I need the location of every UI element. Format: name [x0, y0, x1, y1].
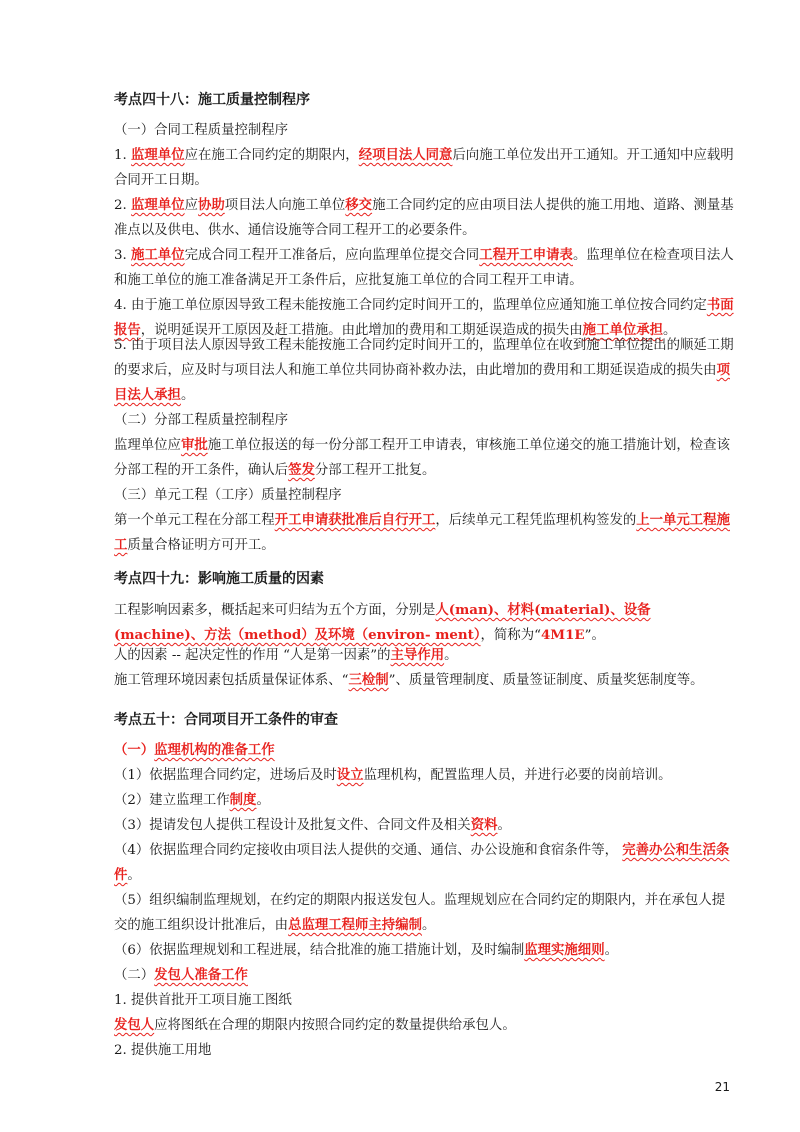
list-item-50-6: （6）依据监理规划和工程进展，结合批准的施工措施计划，及时编制监理实施细则。 [114, 942, 618, 958]
list-item-50-3: （3）提请发包人提供工程设计及批复文件、合同文件及相关资料。 [114, 817, 511, 833]
paragraph-48-7: 第一个单元工程在分部工程开工申请获批准后自行开工，后续单元工程凭监理机构签发的上一单元工程施工质量合格证明方可开工。 [114, 512, 730, 553]
paragraph-49-2: 人的因素 -- 起决定性的作用 “人是第一因素”的主导作用。 [114, 647, 458, 663]
paragraph-49-3: 施工管理环境因素包括质量保证体系、“三检制”、质量管理制度、质量签证制度、质量奖惩制度等。 [114, 672, 704, 688]
list-item-50-1: （1）依据监理合同约定，进场后及时设立监理机构，配置监理人员，并进行必要的岗前培训。 [114, 767, 672, 783]
section-49-title: 考点四十九：影响施工质量的因素 [114, 571, 324, 587]
list-item-50-4: （4）依据监理合同约定接收由项目法人提供的交通、通信、办公设施和食宿条件等， 完善办公和生活条件。 [114, 842, 730, 883]
section-48-sub3: （三）单元工程（工序）质量控制程序 [114, 488, 342, 503]
list-item-50-9: 2. 提供施工用地 [114, 1043, 212, 1058]
section-50-sub1: （一）监理机构的准备工作 [114, 742, 275, 758]
paragraph-48-1: 1. 监理单位应在施工合同约定的期限内，经项目法人同意后向施工单位发出开工通知。开工通知中应载明合同开工日期。 [114, 147, 734, 188]
paragraph-48-2: 2. 监理单位应协助项目法人向施工单位移交施工合同约定的应由项目法人提供的施工用地、道路、测量基准点以及供电、供水、通信设施等合同工程开工的必要条件。 [114, 197, 734, 238]
list-item-50-7: 1. 提供首批开工项目施工图纸 [114, 993, 292, 1008]
list-item-50-5: （5）组织编制监理规划，在约定的期限内报送发包人。监理规划应在合同约定的期限内，并在承包人提交的施工组织设计批准后，由总监理工程师主持编制。 [114, 893, 726, 933]
paragraph-48-4: 4. 由于施工单位原因导致工程未能按施工合同约定时间开工的，监理单位应通知施工单位按合同约定书面报告，说明延误开工原因及赶工措施。由此增加的费用和工期延误造成的损失由施工单位承担。 [114, 297, 734, 338]
paragraph-48-6: 监理单位应审批施工单位报送的每一份分部工程开工申请表，审核施工单位递交的施工措施计划，检查该分部工程的开工条件，确认后签发分部工程开工批复。 [114, 437, 730, 478]
list-item-50-8: 发包人应将图纸在合理的期限内按照合同约定的数量提供给承包人。 [114, 1017, 516, 1033]
section-50-sub2: （二）发包人准备工作 [114, 967, 248, 983]
section-48-sub1: （一）合同工程质量控制程序 [114, 123, 289, 138]
page-number: 21 [714, 1080, 730, 1094]
paragraph-49-1: 工程影响因素多，概括起来可归结为五个方面，分别是人(man)、材料(material)、设备(machine)、方法（method）及环境（environ- ment），简称为“4M1E”。 [114, 602, 651, 643]
paragraph-48-3: 3. 施工单位完成合同工程开工准备后，应向监理单位提交合同工程开工申请表。监理单位在检查项目法人和施工单位的施工准备满足开工条件后，应批复施工单位的合同工程开工申请。 [114, 247, 734, 288]
section-48-sub2: （二）分部工程质量控制程序 [114, 413, 289, 428]
section-48-title: 考点四十八：施工质量控制程序 [114, 92, 310, 108]
paragraph-48-5: 5. 由于项目法人原因导致工程未能按施工合同约定时间开工的，监理单位在收到施工单位提出的顺延工期的要求后，应及时与项目法人和施工单位共同协商补救办法，由此增加的费用和工期延误造成的损失由项目法人承担。 [114, 338, 734, 403]
section-50-title: 考点五十：合同项目开工条件的审查 [114, 712, 338, 728]
list-item-50-2: （2）建立监理工作制度。 [114, 792, 270, 808]
